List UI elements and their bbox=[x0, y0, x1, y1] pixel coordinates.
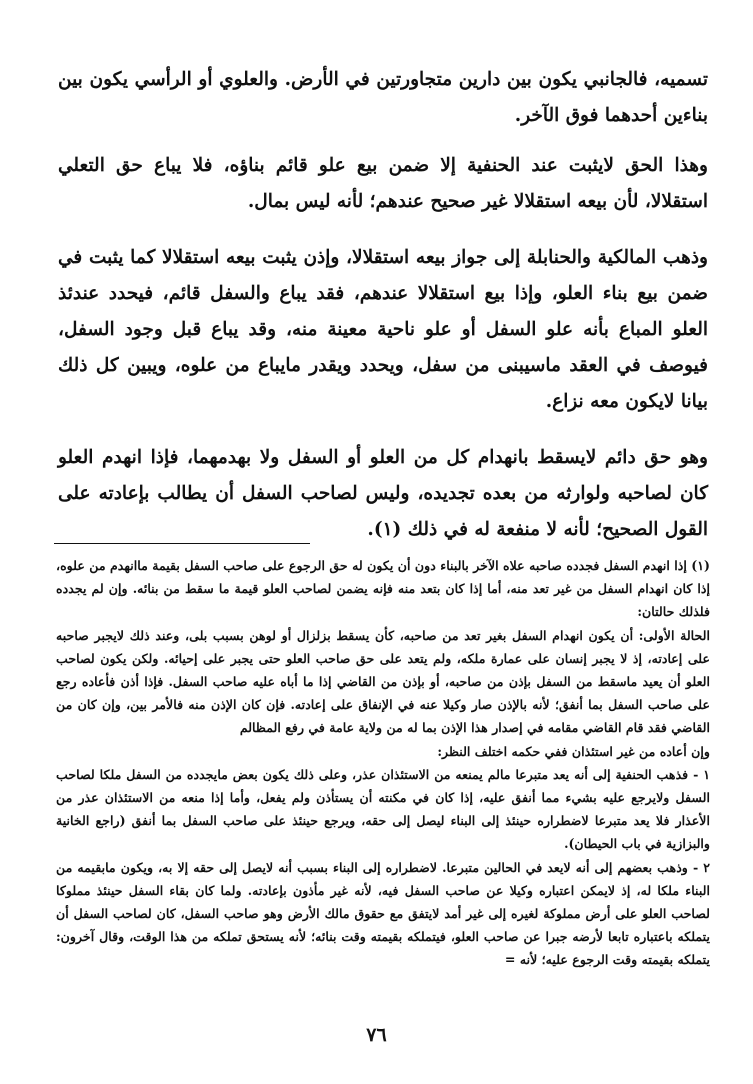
footnote-opinion-2: ٢ - وذهب بعضهم إلى أنه لايعد في الحالين متبرعا. لاضطراره إلى البناء بسبب أنه لايصل إلى حقه إلا به، ويكون مابقيمه من البناء ملكا له، إذ لايمكن اعتباره وكيلا عن صاحب السفل فيه، لأنه غير مأذون بإعادته. ولما كان بقاء السفل حينئذ مملوكا لصاحب العلو على أرض مملوكة لغيره إلى غير أمد لايتفق مع حقوق مالك الأرض وهو صاحب السفل، كان لصاحب السفل أن يتملكه باعتباره تابعا لأرضه جبرا عن صاحب العلو، فيتملكه بقيمته وقت بنائه؛ لأنه يستحق تملكه من هذا الوقت، وقال آخرون: يتملكه بقيمته وقت الرجوع عليه؛ لأنه = bbox=[56, 859, 710, 968]
paragraph-2: وهذا الحق لايثبت عند الحنفية إلا ضمن بيع علو قائم بناؤه، فلا يباع حق التعلي استقلالا، لأن بيعه استقلالا غير صحيح عندهم؛ لأنه ليس بمال. bbox=[58, 155, 708, 212]
paragraph-3: وذهب المالكية والحنابلة إلى جواز بيعه استقلالا، وإذن يثبت بيعه استقلالا كما يثبت في ضمن بيع بناء العلو، وإذا بيع استقلالا عندهم، فقد يباع والسفل قائم، فيحدد عندئذ العلو المباع بأنه علو السفل أو علو ناحية معينة منه، وقد يباع قبل وجود السفل، فيوصف في العقد ماسيبنى من سفل، ويحدد ويقدر مايباع من علوه، ويبين كل ذلك بيانا لايكون معه نزاع. bbox=[58, 247, 708, 412]
paragraph-4: وهو حق دائم لايسقط بانهدام كل من العلو أو السفل ولا بهدمهما، فإذا انهدم العلو كان لصاحبه ولوارثه من بعده تجديده، وليس لصاحب السفل أن يطالب بإعادته على القول الصحيح؛ لأنه لا منفعة له في ذلك (١). bbox=[58, 447, 708, 540]
footnote-1: (١) إذا انهدم السفل فجدده صاحبه علاه الآخر بالبناء دون أن يكون له حق الرجوع على صاحب السفل بقيمة ماانهدم من علوه، إذا كان انهدام السفل من غير تعد منه، أما إذا كان بتعد منه فإنه يضمن لصاحب العلو قيمة ما سقط من بنائه. وإن لم يجدده فلذلك حالتان: bbox=[56, 558, 710, 620]
footnote-case-1: الحالة الأولى: أن يكون انهدام السفل بغير تعد من صاحبه، كأن يسقط بزلزال أو لوهن بسبب بلى، وعند ذلك لايجبر صاحبه على إعادته، إذ لا يجبر إنسان على عمارة ملكه، ولم يتعد على حق صاحب العلو حتى يجبر على إحيائه. ولكن يكون لصاحب العلو أن يعيد ماسقط من السفل بإذن من صاحبه، أو بإذن من القاضي إذا ما أباه عليه صاحب السفل. فإذا أذن فأعاده رجع على صاحب السفل بما أنفق؛ لأنه بالإذن صار وكيلا عنه في الإنفاق على إعادته. فإن كان الإذن منه فالأمر بين، وإن كان من القاضي فقد قام القاضي مقامه في إصدار هذا الإذن بما له من ولاية عامة في رفع المظالم bbox=[56, 627, 710, 736]
footnote-opinion-1: ١ - فذهب الحنفية إلى أنه يعد متبرعا مالم يمنعه من الاستئذان عذر، وعلى ذلك يكون بعض مايجدده من السفل ملكا لصاحب السفل ولايرجع عليه بشيء مما أنفق عليه، إذا كان في مكنته أن يستأذن ولم يفعل، وأما إذا منعه من الاستئذان عذر من الأعذار فلا يعد متبرعا لاضطراره حينئذ إلى البناء ليصل إلى حقه، ويرجع حينئذ على صاحب السفل بما أنفق (راجع الخانية والبزازية في باب الحيطان). bbox=[56, 766, 710, 852]
footnote-separator bbox=[54, 543, 310, 544]
footnotes bbox=[56, 554, 710, 972]
paragraph-1: تسميه، فالجانبي يكون بين دارين متجاورتين في الأرض. والعلوي أو الرأسي يكون بين بناءين أحدهما فوق الآخر. bbox=[58, 69, 708, 126]
footnote-subheading: وإن أعاده من غير استئذان ففي حكمه اختلف النظر: bbox=[437, 743, 710, 759]
page-number: ٧٦ bbox=[366, 1024, 387, 1046]
main-text bbox=[58, 62, 708, 568]
